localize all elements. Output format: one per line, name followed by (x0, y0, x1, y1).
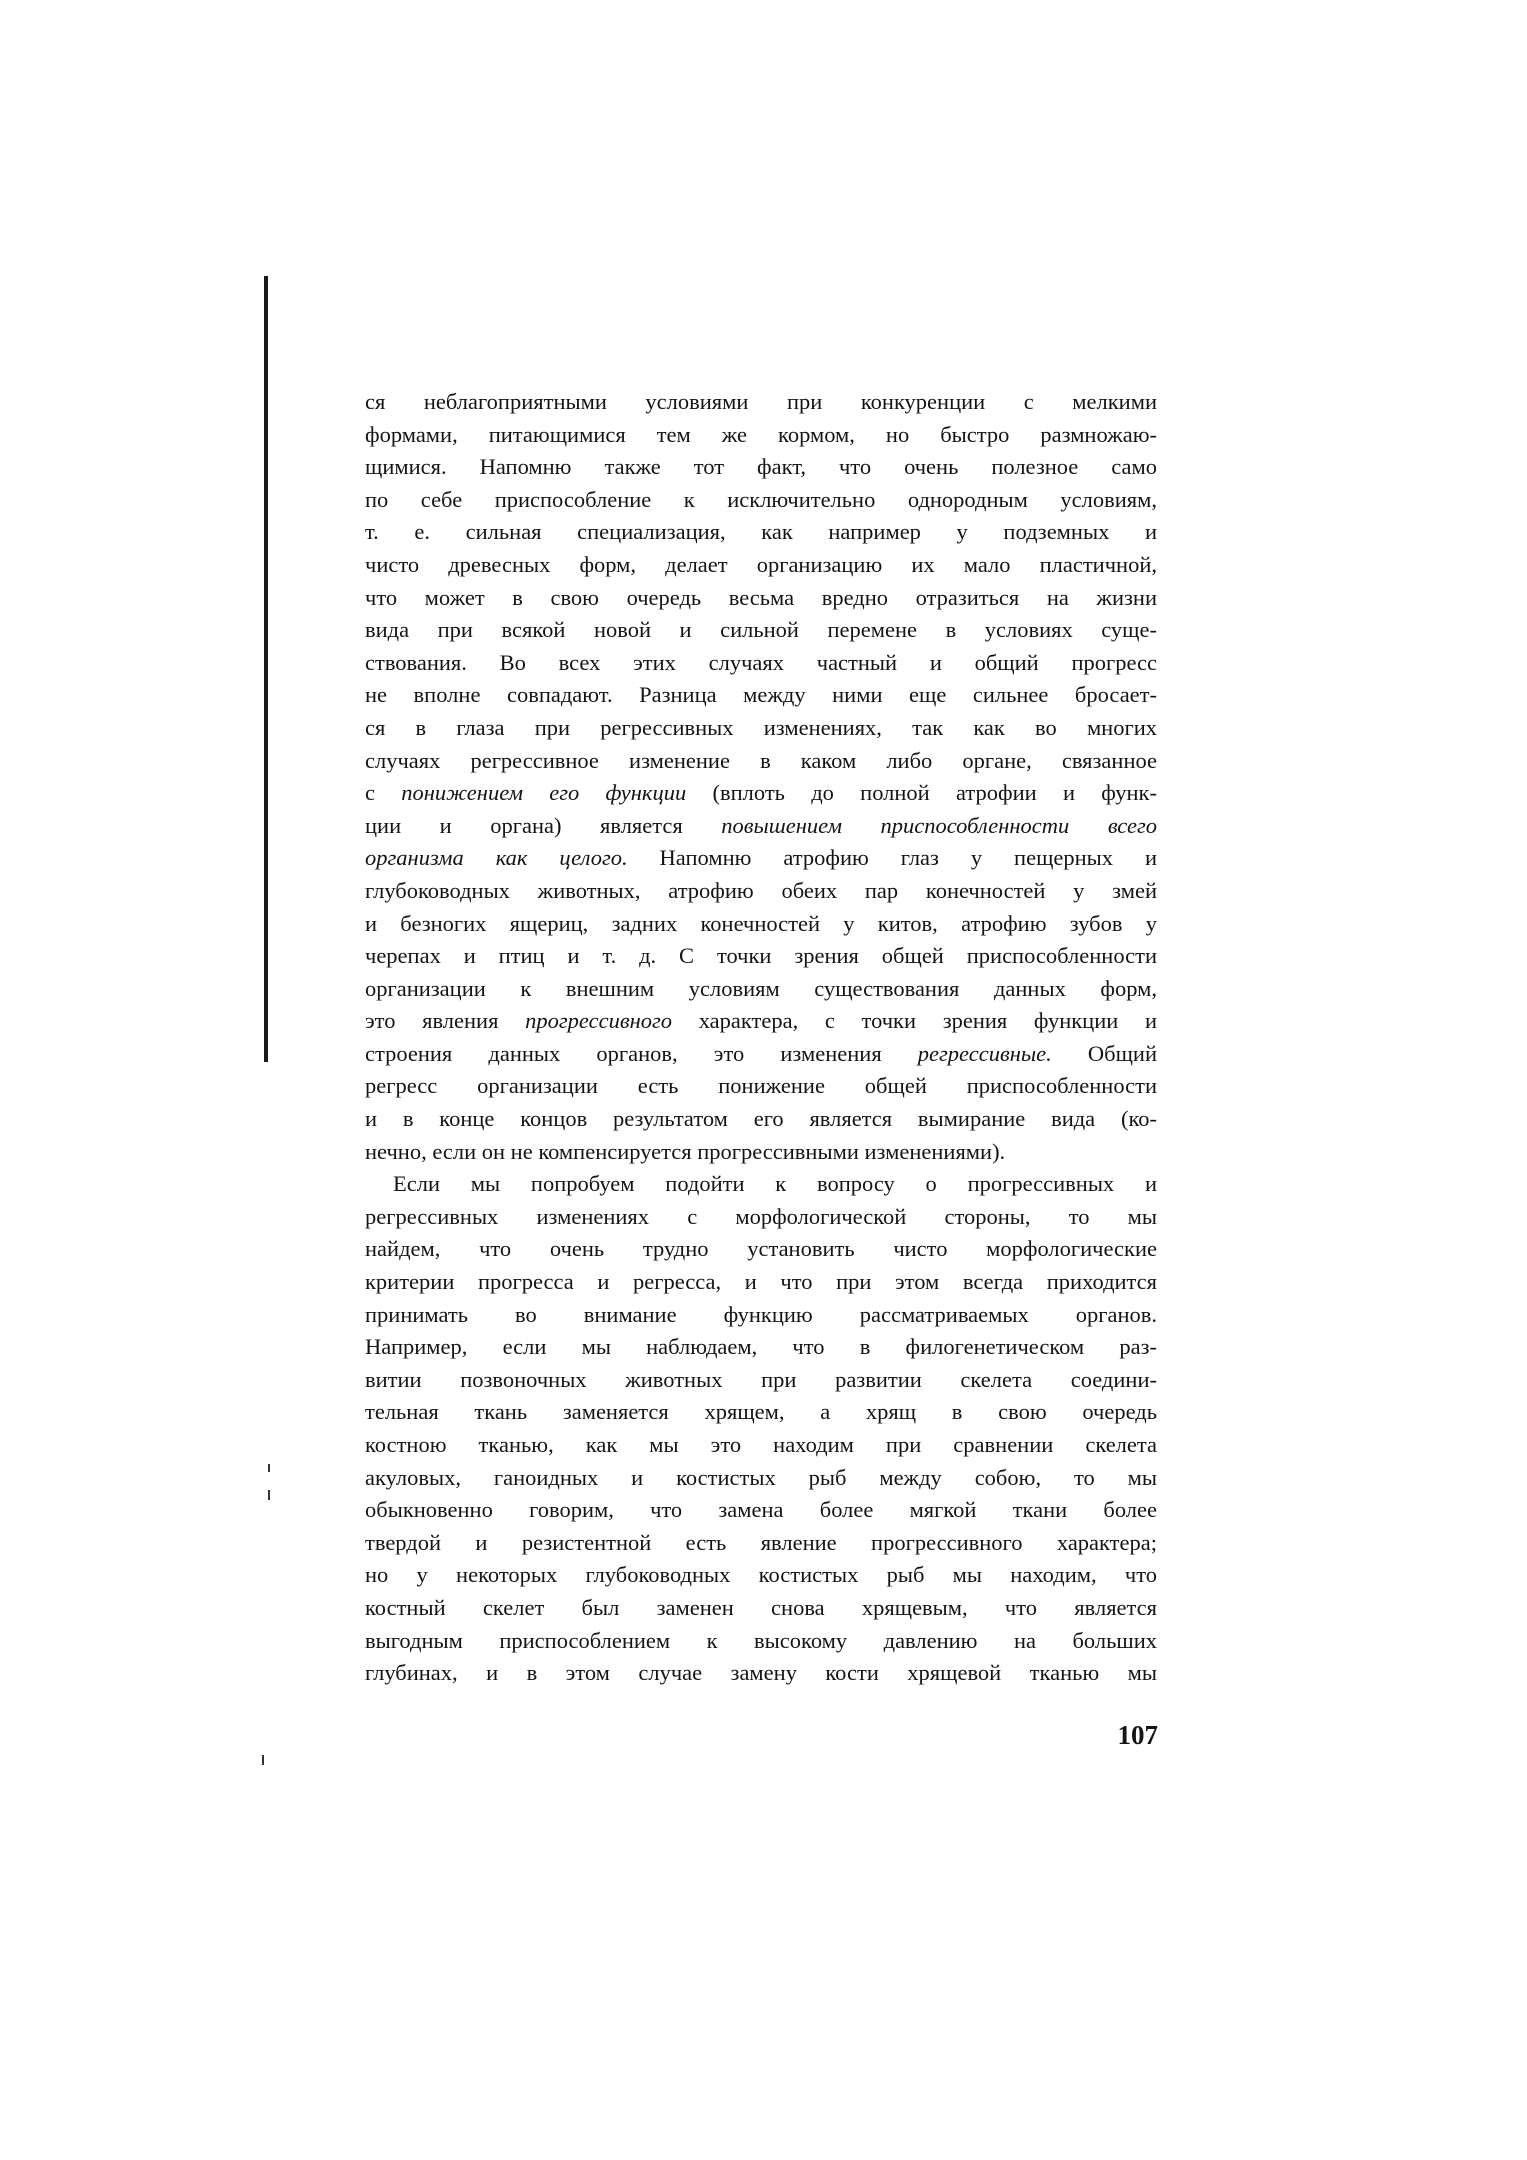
text-span: костный скелет был заменен снова хрящевым, что является (365, 1594, 1157, 1620)
text-line (365, 1005, 1157, 1038)
text-span: критерии прогресса и регресса, и что при этом всегда приходится (365, 1269, 1157, 1295)
text-line (365, 1070, 1157, 1103)
text-line (365, 842, 1157, 875)
text-span: что может в свою очередь весьма вредно отразиться на жизни (365, 584, 1157, 610)
text-line (365, 1429, 1157, 1462)
text-line (365, 582, 1157, 615)
text-line (365, 1266, 1157, 1299)
text-span: найдем, что очень трудно установить чисто морфологические (365, 1236, 1157, 1262)
text-span: (вплоть до полной атрофии и функ- (686, 780, 1157, 806)
text-span: выгодным приспособлением к высокому давлению на больших (365, 1627, 1157, 1653)
text-span: глубоководных животных, атрофию обеих пар конечностей у змей (365, 877, 1157, 903)
italic-text: регрессивные. (917, 1040, 1052, 1066)
text-span: твердой и резистентной есть явление прогрессивного характера; (365, 1529, 1157, 1555)
text-span: ся неблагоприятными условиями при конкуренции с мелкими (365, 389, 1157, 414)
body-text (365, 386, 1157, 1690)
text-line (365, 1364, 1157, 1397)
text-line (365, 1233, 1157, 1266)
text-span: организации к внешним условиям существования данных форм, (365, 975, 1157, 1001)
text-line (365, 1331, 1157, 1364)
text-span: Общий (1051, 1040, 1157, 1066)
text-line (365, 1136, 1157, 1169)
text-line (365, 419, 1157, 452)
text-span: черепах и птиц и т. д. С точки зрения общей приспособленности (365, 943, 1157, 969)
scan-speck (262, 1755, 264, 1765)
text-line (365, 940, 1157, 973)
text-line (365, 1168, 1157, 1201)
text-line (365, 451, 1157, 484)
text-span: строения данных органов, это изменения (365, 1040, 918, 1066)
text-span: формами, питающимися тем же кормом, но быстро размножаю- (365, 421, 1157, 447)
text-span: ствования. Во всех этих случаях частный и общий прогресс (365, 649, 1157, 675)
text-line (365, 1494, 1157, 1527)
text-line (365, 1625, 1157, 1658)
text-line (365, 777, 1157, 810)
text-line (365, 1592, 1157, 1625)
text-span: нечно, если он не компенсируется прогрессивными изменениями). (365, 1138, 1006, 1164)
text-line (365, 647, 1157, 680)
text-span: витии позвоночных животных при развитии скелета соедини- (365, 1366, 1157, 1392)
text-span: Напомню атрофию глаз у пещерных и (627, 845, 1157, 871)
text-span: Например, если мы наблюдаем, что в филогенетическом раз- (365, 1334, 1157, 1360)
italic-text: понижением его функции (401, 780, 687, 806)
text-span: с (365, 780, 402, 806)
text-line (365, 1103, 1157, 1136)
text-span: обыкновенно говорим, что замена более мягкой ткани более (365, 1497, 1157, 1523)
text-span: не вполне совпадают. Разница между ними еще сильнее бросает- (365, 682, 1157, 708)
text-span: характера, с точки зрения функции и (672, 1008, 1157, 1034)
italic-text: прогрессивного (525, 1008, 673, 1034)
text-span: вида при всякой новой и сильной перемене в условиях суще- (365, 617, 1157, 643)
text-span: регрессивных изменениях с морфологической стороны, то мы (365, 1203, 1157, 1229)
text-line (365, 516, 1157, 549)
text-line (365, 1462, 1157, 1495)
italic-text: организма как целого. (365, 845, 628, 871)
text-span: ции и органа) является (365, 812, 722, 838)
text-span: регресс организации есть понижение общей приспособленности (365, 1073, 1157, 1099)
text-span: но у некоторых глубоководных костистых рыб мы находим, что (365, 1562, 1157, 1588)
text-line (365, 908, 1157, 941)
margin-binding-line (264, 276, 268, 1062)
text-span: ся в глаза при регрессивных изменениях, так как во многих (365, 714, 1157, 740)
text-line (365, 1038, 1157, 1071)
text-line (365, 1527, 1157, 1560)
text-line (365, 712, 1157, 745)
text-span: по себе приспособление к исключительно однородным условиям, (365, 486, 1157, 512)
text-line (365, 973, 1157, 1006)
scan-speck (268, 1490, 270, 1500)
text-line (365, 614, 1157, 647)
text-line (365, 549, 1157, 582)
italic-text: повышением приспособленности всего (721, 812, 1157, 838)
text-line (365, 1657, 1157, 1690)
text-line (365, 810, 1157, 843)
text-span: глубинах, и в этом случае замену кости хрящевой тканью мы (365, 1660, 1157, 1686)
text-span: и в конце концов результатом его является вымирание вида (ко- (365, 1106, 1157, 1132)
text-span: тельная ткань заменяется хрящем, а хрящ в свою очередь (365, 1399, 1157, 1425)
text-line (365, 484, 1157, 517)
text-span: Если мы попробуем подойти к вопросу о прогрессивных и (393, 1171, 1157, 1197)
text-span: акуловых, ганоидных и костистых рыб между собою, то мы (365, 1464, 1157, 1490)
text-span: случаях регрессивное изменение в каком либо органе, связанное (365, 747, 1157, 773)
text-line (365, 386, 1157, 419)
text-line (365, 679, 1157, 712)
text-span: чисто древесных форм, делает организацию их мало пластичной, (365, 551, 1157, 577)
text-line (365, 745, 1157, 778)
scan-speck (268, 1464, 270, 1472)
text-line (365, 1396, 1157, 1429)
text-span: щимися. Напомню также тот факт, что очень полезное само (365, 454, 1157, 480)
text-span: костною тканью, как мы это находим при сравнении скелета (365, 1432, 1157, 1457)
text-span: и безногих ящериц, задних конечностей у китов, атрофию зубов у (365, 910, 1157, 936)
text-span: т. е. сильная специализация, как например у подземных и (365, 519, 1157, 545)
text-line (365, 1201, 1157, 1234)
page-number: 107 (1117, 1720, 1158, 1750)
text-line (365, 1299, 1157, 1332)
text-span: принимать во внимание функцию рассматриваемых органов. (365, 1301, 1157, 1327)
text-span: это явления (365, 1008, 526, 1034)
text-line (365, 1559, 1157, 1592)
text-line (365, 875, 1157, 908)
